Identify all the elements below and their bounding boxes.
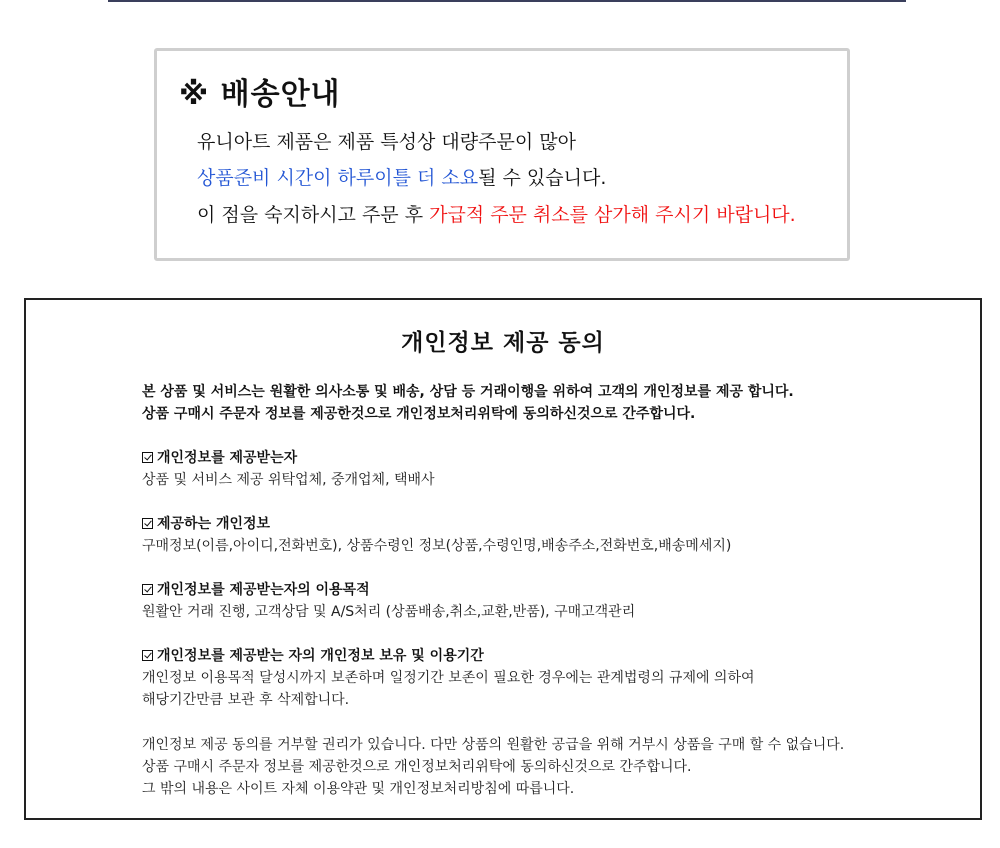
delivery-notice-line-2 bbox=[197, 163, 606, 190]
top-divider bbox=[108, 0, 906, 2]
section-heading-purpose bbox=[142, 579, 370, 599]
delivery-notice-line-3 bbox=[197, 200, 796, 227]
delivery-notice-line-1 bbox=[197, 127, 576, 154]
section-body-recipient: 상품 및 서비스 제공 위탁업체, 중개업체, 택배사 bbox=[142, 472, 435, 488]
section-body-purpose: 원활안 거래 진행, 고객상담 및 A/S처리 (상품배송,취소,교환,반품), 구매고객관리 bbox=[142, 604, 636, 620]
privacy-closing-line-3: 그 밖의 내용은 사이트 자체 이용약관 및 개인정보처리방침에 따릅니다. bbox=[142, 781, 575, 797]
delivery-notice-title: ※ 배송안내 bbox=[179, 77, 341, 112]
privacy-consent-box bbox=[24, 298, 982, 820]
checkbox-checked-icon bbox=[142, 650, 153, 661]
section-body-provided-info: 구매정보(이름,아이디,전화번호), 상품수령인 정보(상품,수령인명,배송주소,전화번호,배송메세지) bbox=[142, 538, 732, 554]
section-body-retention-line-1: 개인정보 이용목적 달성시까지 보존하며 일정기간 보존이 필요한 경우에는 관계법령의 규제에 의하여 bbox=[142, 670, 755, 686]
section-heading-text: 개인정보를 제공받는 자의 개인정보 보유 및 이용기간 bbox=[157, 648, 484, 664]
section-heading-retention bbox=[142, 645, 484, 665]
section-heading-text: 제공하는 개인정보 bbox=[157, 516, 271, 532]
delivery-lead-time-highlight: 상품준비 시간이 하루이틀 더 소요 bbox=[197, 167, 479, 189]
section-heading-text: 개인정보를 제공받는자의 이용목적 bbox=[157, 582, 370, 598]
delivery-line-3-text: 이 점을 숙지하시고 주문 후 bbox=[197, 204, 430, 226]
checkbox-checked-icon bbox=[142, 452, 153, 463]
section-heading-provided-info bbox=[142, 513, 270, 533]
privacy-closing-line-1: 개인정보 제공 동의를 거부할 권리가 있습니다. 다만 상품의 원활한 공급을 위해 거부시 상품을 구매 할 수 없습니다. bbox=[142, 737, 845, 753]
delivery-notice-box bbox=[154, 48, 850, 261]
section-body-retention-line-2: 해당기간만큼 보관 후 삭제합니다. bbox=[142, 692, 350, 708]
delivery-cancel-warning: 가급적 주문 취소를 삼가해 주시기 바랍니다. bbox=[429, 204, 796, 226]
delivery-line-1-text: 유니아트 제품은 제품 특성상 대량주문이 많아 bbox=[197, 131, 576, 153]
checkbox-checked-icon bbox=[142, 518, 153, 529]
delivery-line-2-rest: 될 수 있습니다. bbox=[478, 167, 607, 189]
privacy-intro-line-1: 본 상품 및 서비스는 원활한 의사소통 및 배송, 상담 등 거래이행을 위하여 고객의 개인정보를 제공 합니다. bbox=[142, 384, 794, 400]
section-heading-recipient bbox=[142, 447, 297, 467]
privacy-intro-line-2: 상품 구매시 주문자 정보를 제공한것으로 개인정보처리위탁에 동의하신것으로 간주합니다. bbox=[142, 406, 696, 422]
section-heading-text: 개인정보를 제공받는자 bbox=[157, 450, 298, 466]
privacy-closing-line-2: 상품 구매시 주문자 정보를 제공한것으로 개인정보처리위탁에 동의하신것으로 간주합니다. bbox=[142, 759, 692, 775]
privacy-consent-title: 개인정보 제공 동의 bbox=[401, 330, 605, 356]
checkbox-checked-icon bbox=[142, 584, 153, 595]
